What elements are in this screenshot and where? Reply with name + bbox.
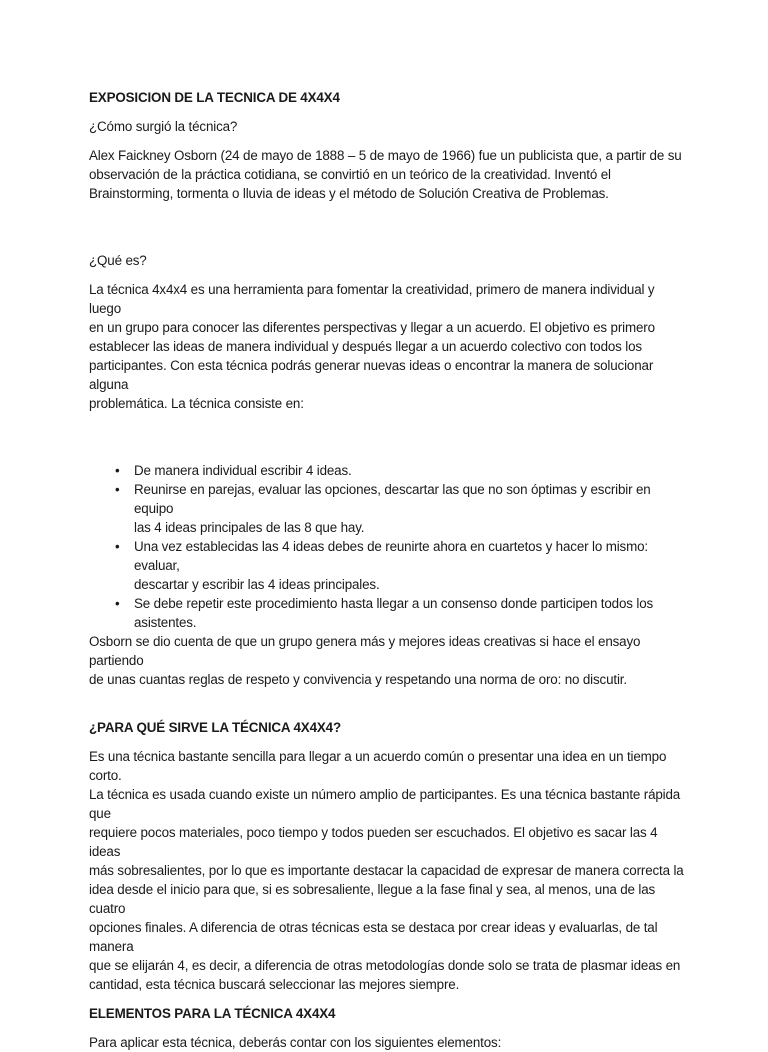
steps-list — [89, 461, 689, 632]
text-line: requiere pocos materiales, poco tiempo y todos pueden ser escuchados. El objetivo es sacar las 4 ideas — [89, 825, 658, 859]
question-origin: ¿Cómo surgió la técnica? — [89, 119, 238, 134]
bullet-icon: • — [115, 482, 120, 497]
text-line: Es una técnica bastante sencilla para llegar a un acuerdo común o presentar una idea en un tiempo corto. — [89, 749, 667, 783]
text-line: idea desde el inicio para que, si es sobresaliente, llegue a la fase final y sea, al menos, una de las cuatro — [89, 882, 656, 916]
bullet-icon: • — [115, 539, 120, 554]
text-line: establecer las ideas de manera individual y después llegar a un acuerdo colectivo con todos los — [89, 339, 642, 354]
bullet-icon: • — [115, 596, 120, 611]
paragraph-osborn — [89, 632, 689, 689]
bullet-icon: • — [115, 463, 120, 478]
text-line: observación de la práctica cotidiana, se convirtió en un teórico de la creatividad. Inventó el — [89, 167, 611, 182]
text-line: Brainstorming, tormenta o lluvia de ideas y el método de Solución Creativa de Problemas. — [89, 186, 609, 201]
text-line: participantes. Con esta técnica podrás generar nuevas ideas o encontrar la manera de solucionar alguna — [89, 358, 654, 392]
paragraph-elements-intro: Para aplicar esta técnica, deberás contar con los siguientes elementos: — [89, 1035, 502, 1050]
list-item — [89, 537, 689, 594]
text-line: más sobresalientes, por lo que es importante destacar la capacidad de expresar de manera correcta la — [89, 863, 684, 878]
list-item — [89, 480, 689, 537]
text-line: La técnica es usada cuando existe un número amplio de participantes. Es una técnica bastante rápida que — [89, 787, 681, 821]
heading-elements: ELEMENTOS PARA LA TÉCNICA 4X4X4 — [89, 1006, 336, 1021]
text-line: La técnica 4x4x4 es una herramienta para fomentar la creatividad, primero de manera individual y luego — [89, 282, 655, 316]
text-line: de unas cuantas reglas de respeto y convivencia y respetando una norma de oro: no discutir. — [89, 672, 627, 687]
text-line: descartar y escribir las 4 ideas principales. — [134, 577, 380, 592]
paragraph-what — [89, 280, 689, 413]
text-line: en un grupo para conocer las diferentes perspectivas y llegar a un acuerdo. El objetivo es primero — [89, 320, 655, 335]
text-line: Se debe repetir este procedimiento hasta llegar a un consenso donde participen todos los — [134, 596, 654, 611]
text-line: asistentes. — [134, 615, 197, 630]
document-title: EXPOSICION DE LA TECNICA DE 4X4X4 — [89, 90, 340, 105]
document-page — [89, 88, 689, 1052]
text-line: cantidad, esta técnica buscará seleccionar las mejores siempre. — [89, 977, 460, 992]
text-line: Una vez establecidas las 4 ideas debes de reunirte ahora en cuartetos y hacer lo mismo: evaluar, — [134, 539, 648, 573]
list-item — [89, 461, 689, 480]
text-line: Alex Faickney Osborn (24 de mayo de 1888 – 5 de mayo de 1966) fue un publicista que, a partir de su — [89, 148, 682, 163]
heading-purpose: ¿PARA QUÉ SIRVE LA TÉCNICA 4X4X4? — [89, 720, 341, 735]
text-line: las 4 ideas principales de las 8 que hay. — [134, 520, 365, 535]
question-what: ¿Qué es? — [89, 253, 147, 268]
text-line: que se elijarán 4, es decir, a diferencia de otras metodologías donde solo se trata de plasmar ideas en — [89, 958, 681, 973]
paragraph-origin — [89, 146, 689, 203]
paragraph-purpose — [89, 747, 689, 994]
list-item — [89, 594, 689, 632]
text-line: Osborn se dio cuenta de que un grupo genera más y mejores ideas creativas si hace el ensayo partiendo — [89, 634, 641, 668]
text-line: De manera individual escribir 4 ideas. — [134, 463, 352, 478]
text-line: Reunirse en parejas, evaluar las opciones, descartar las que no son óptimas y escribir en equipo — [134, 482, 651, 516]
text-line: opciones finales. A diferencia de otras técnicas esta se destaca por crear ideas y evaluarlas, de tal manera — [89, 920, 658, 954]
text-line: problemática. La técnica consiste en: — [89, 396, 304, 411]
